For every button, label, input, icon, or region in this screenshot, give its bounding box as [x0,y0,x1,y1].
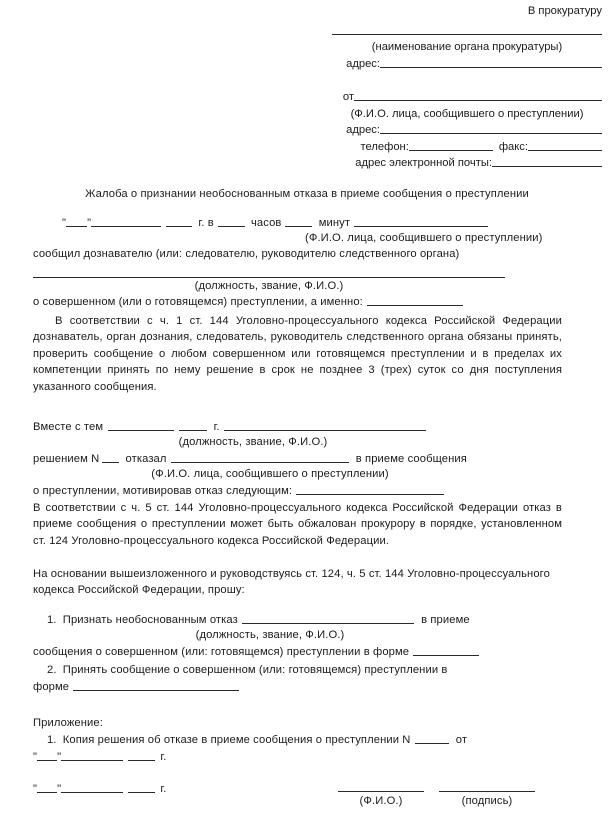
request-1-text-after: в приеме [421,614,470,626]
year-suffix-in: г. в [198,217,214,229]
about-crime-text: о совершенном (или о готовящемся) преступлении, а именно: [33,296,363,308]
signature-fio-rule[interactable] [338,791,424,792]
request-2-text: Принять сообщение о совершенном (или: готовящемся) преступлении в [62,664,448,676]
official-post-rule[interactable] [33,277,505,278]
request-1-form-rule[interactable] [413,646,479,656]
attachment-1-number: 1. [47,734,57,746]
refusal-official-rule[interactable] [224,421,426,431]
minutes-rule[interactable] [285,217,312,227]
org-caption-line [332,40,602,56]
from-caption-line [332,107,602,123]
about-crime-line [33,295,463,310]
signature-day-rule[interactable] [37,783,57,793]
reported-to-line [33,247,459,262]
attachment-1-text: Копия решения об отказе в приеме сообщения о преступлении N [62,734,411,746]
org-address-label: адрес: [346,57,380,70]
attachments-title-line [33,716,103,731]
from-caption-text: (Ф.И.О. лица, сообщившего о преступлении) [350,107,584,120]
refused-person-caption-text: (Ф.И.О. лица, сообщившего о преступлении) [151,468,389,480]
paragraph-article-144-part-1-text: В соответствии с ч. 1 ст. 144 Уголовно-процессуального кодекса Российской Федерации дознаватель, орган дознания, следователь, руководитель следственного органа обязаны принять, проверить сообщение о любом совершенном или готовящемся преступлении и в пределах их компетенции принять по нему решение в срок не позднее 3 (трех) суток со дня поступления указанного сообщения. [33,315,562,393]
official-post-caption-line [33,279,505,294]
org-name-rule[interactable] [332,25,602,35]
header-requisites-block [332,4,602,172]
org-address-line [332,57,602,73]
refusal-day-rule[interactable] [108,421,128,431]
signature-quote-open: " [33,783,38,795]
phone-fax-line [332,140,602,156]
request-1-text-before: Признать необоснованным отказ [62,614,238,626]
about-crime-rule[interactable] [367,296,463,306]
paragraph-request-intro-text: На основании вышеизложенного и руководствуясь ст. 124, ч. 5 ст. 144 Уголовно-процессуального кодекса Российской Федерации, прошу: [33,568,550,597]
org-caption-text: (наименование органа прокуратуры) [371,41,563,53]
request-2-form-rule[interactable] [73,681,239,691]
paragraph-request-intro [33,566,562,599]
email-label: адрес электронной почты: [355,157,492,169]
request-1-caption-line [60,628,480,643]
request-2-number: 2. [47,664,57,676]
page-title-text: Жалоба о признании необоснованным отказа в приеме сообщения о преступлении [85,188,529,200]
from-line [332,90,602,106]
reported-to-text: сообщил дознавателю (или: следователю, руководителю следственного органа) [33,248,460,260]
fax-label: факс: [498,140,528,153]
minutes-word: минут [318,217,351,229]
motivation-text: о преступлении, мотивировав отказ следующим: [33,485,293,497]
email-line [332,156,602,172]
signature-sign-caption-text: (подпись) [461,795,513,807]
day-rule[interactable] [66,217,87,227]
refusal-month-rule[interactable] [128,421,174,431]
phone-rule[interactable] [409,141,493,151]
paragraph-article-144-part-5-text: В соответствии с ч. 5 ст. 144 Уголовно-процессуального кодекса Российской Федерации отказ в приеме сообщения о преступлении может быть обжалован прокурору в порядке, установленном ст. 124 Уголовно-процессуального кодекса Российской Федерации. [33,502,562,547]
refusal-year-rule[interactable] [179,421,207,431]
page-title [33,187,581,202]
signature-quote-close: " [57,783,62,795]
fax-rule[interactable] [528,141,602,151]
year-rule[interactable] [166,217,192,227]
quote-close: " [87,217,92,229]
from-label: от [342,91,354,103]
attachment-1-number-rule[interactable] [415,734,449,744]
reporter-caption-text: (Ф.И.О. лица, сообщившего о преступлении) [305,232,543,244]
refused-person-caption-line [60,467,480,482]
attachment-1-from: от [455,734,468,746]
request-1-continuation-line [33,645,479,660]
person-address-label: адрес: [346,124,380,136]
paragraph-article-144-part-1 [33,313,562,395]
signature-fio-caption-line [338,794,424,809]
request-item-2-line [47,663,447,678]
from-rule[interactable] [354,91,602,101]
person-address-line [332,123,602,139]
refusal-year-suffix: г. [213,421,220,433]
attachment-date-quote-close: " [57,751,62,763]
refused-person-rule[interactable] [171,453,349,463]
attachments-title-text: Приложение: [33,717,103,729]
attachment-date-quote-open: " [33,751,38,763]
hours-rule[interactable] [218,217,245,227]
decision-number-line [33,452,467,467]
reporter-caption-line [305,231,542,246]
attachment-month-rule[interactable] [61,751,123,761]
addressee-line [332,4,602,20]
request-1-continuation-text: сообщения о совершенном (или: готовящемся) преступлении в форме [33,646,410,658]
quote-open: " [62,217,67,229]
month-rule[interactable] [91,217,161,227]
signature-sign-rule[interactable] [439,791,535,792]
decision-number-rule[interactable] [102,453,119,463]
refused-word: отказал [125,453,167,465]
refusal-post-caption-line [33,435,473,450]
org-name-rule-line [332,24,602,40]
attachment-year-suffix: г. [160,751,167,763]
addressee-text: В прокуратуру [527,5,602,17]
motivation-rule[interactable] [296,485,444,495]
signature-date-line [33,782,166,797]
however-text: Вместе с тем [33,421,104,433]
email-rule[interactable] [492,157,602,167]
person-address-rule[interactable] [380,124,602,134]
signature-sign-caption-line [439,794,535,809]
motivation-line [33,484,444,499]
signature-year-rule[interactable] [128,783,155,793]
decision-label: решением N [33,453,100,465]
in-acceptance-text: в приеме сообщения [355,453,467,465]
request-2-continuation-text: форме [33,681,70,693]
request-1-number: 1. [47,614,57,626]
attachment-item-1-line [47,733,467,748]
phone-label: телефон: [360,140,409,153]
incident-datetime-line [62,216,488,231]
request-item-1-line [47,613,470,628]
paragraph-article-144-part-5 [33,500,562,549]
request-2-continuation-line [33,680,239,695]
signature-fio-caption-text: (Ф.И.О.) [359,795,403,807]
official-post-caption-text: (должность, звание, Ф.И.О.) [194,280,344,292]
org-address-rule[interactable] [380,58,602,68]
however-date-line [33,420,426,435]
refusal-post-caption-text: (должность, звание, Ф.И.О.) [178,436,328,448]
hours-word: часов [250,217,282,229]
attachment-year-rule[interactable] [128,751,155,761]
attachment-day-rule[interactable] [37,751,57,761]
request-1-caption-text: (должность, звание, Ф.И.О.) [195,629,345,641]
reporter-name-rule[interactable] [354,217,488,227]
attachment-1-date-line [33,750,166,765]
request-1-official-rule[interactable] [242,614,414,624]
signature-month-rule[interactable] [61,783,123,793]
signature-year-suffix: г. [160,783,167,795]
